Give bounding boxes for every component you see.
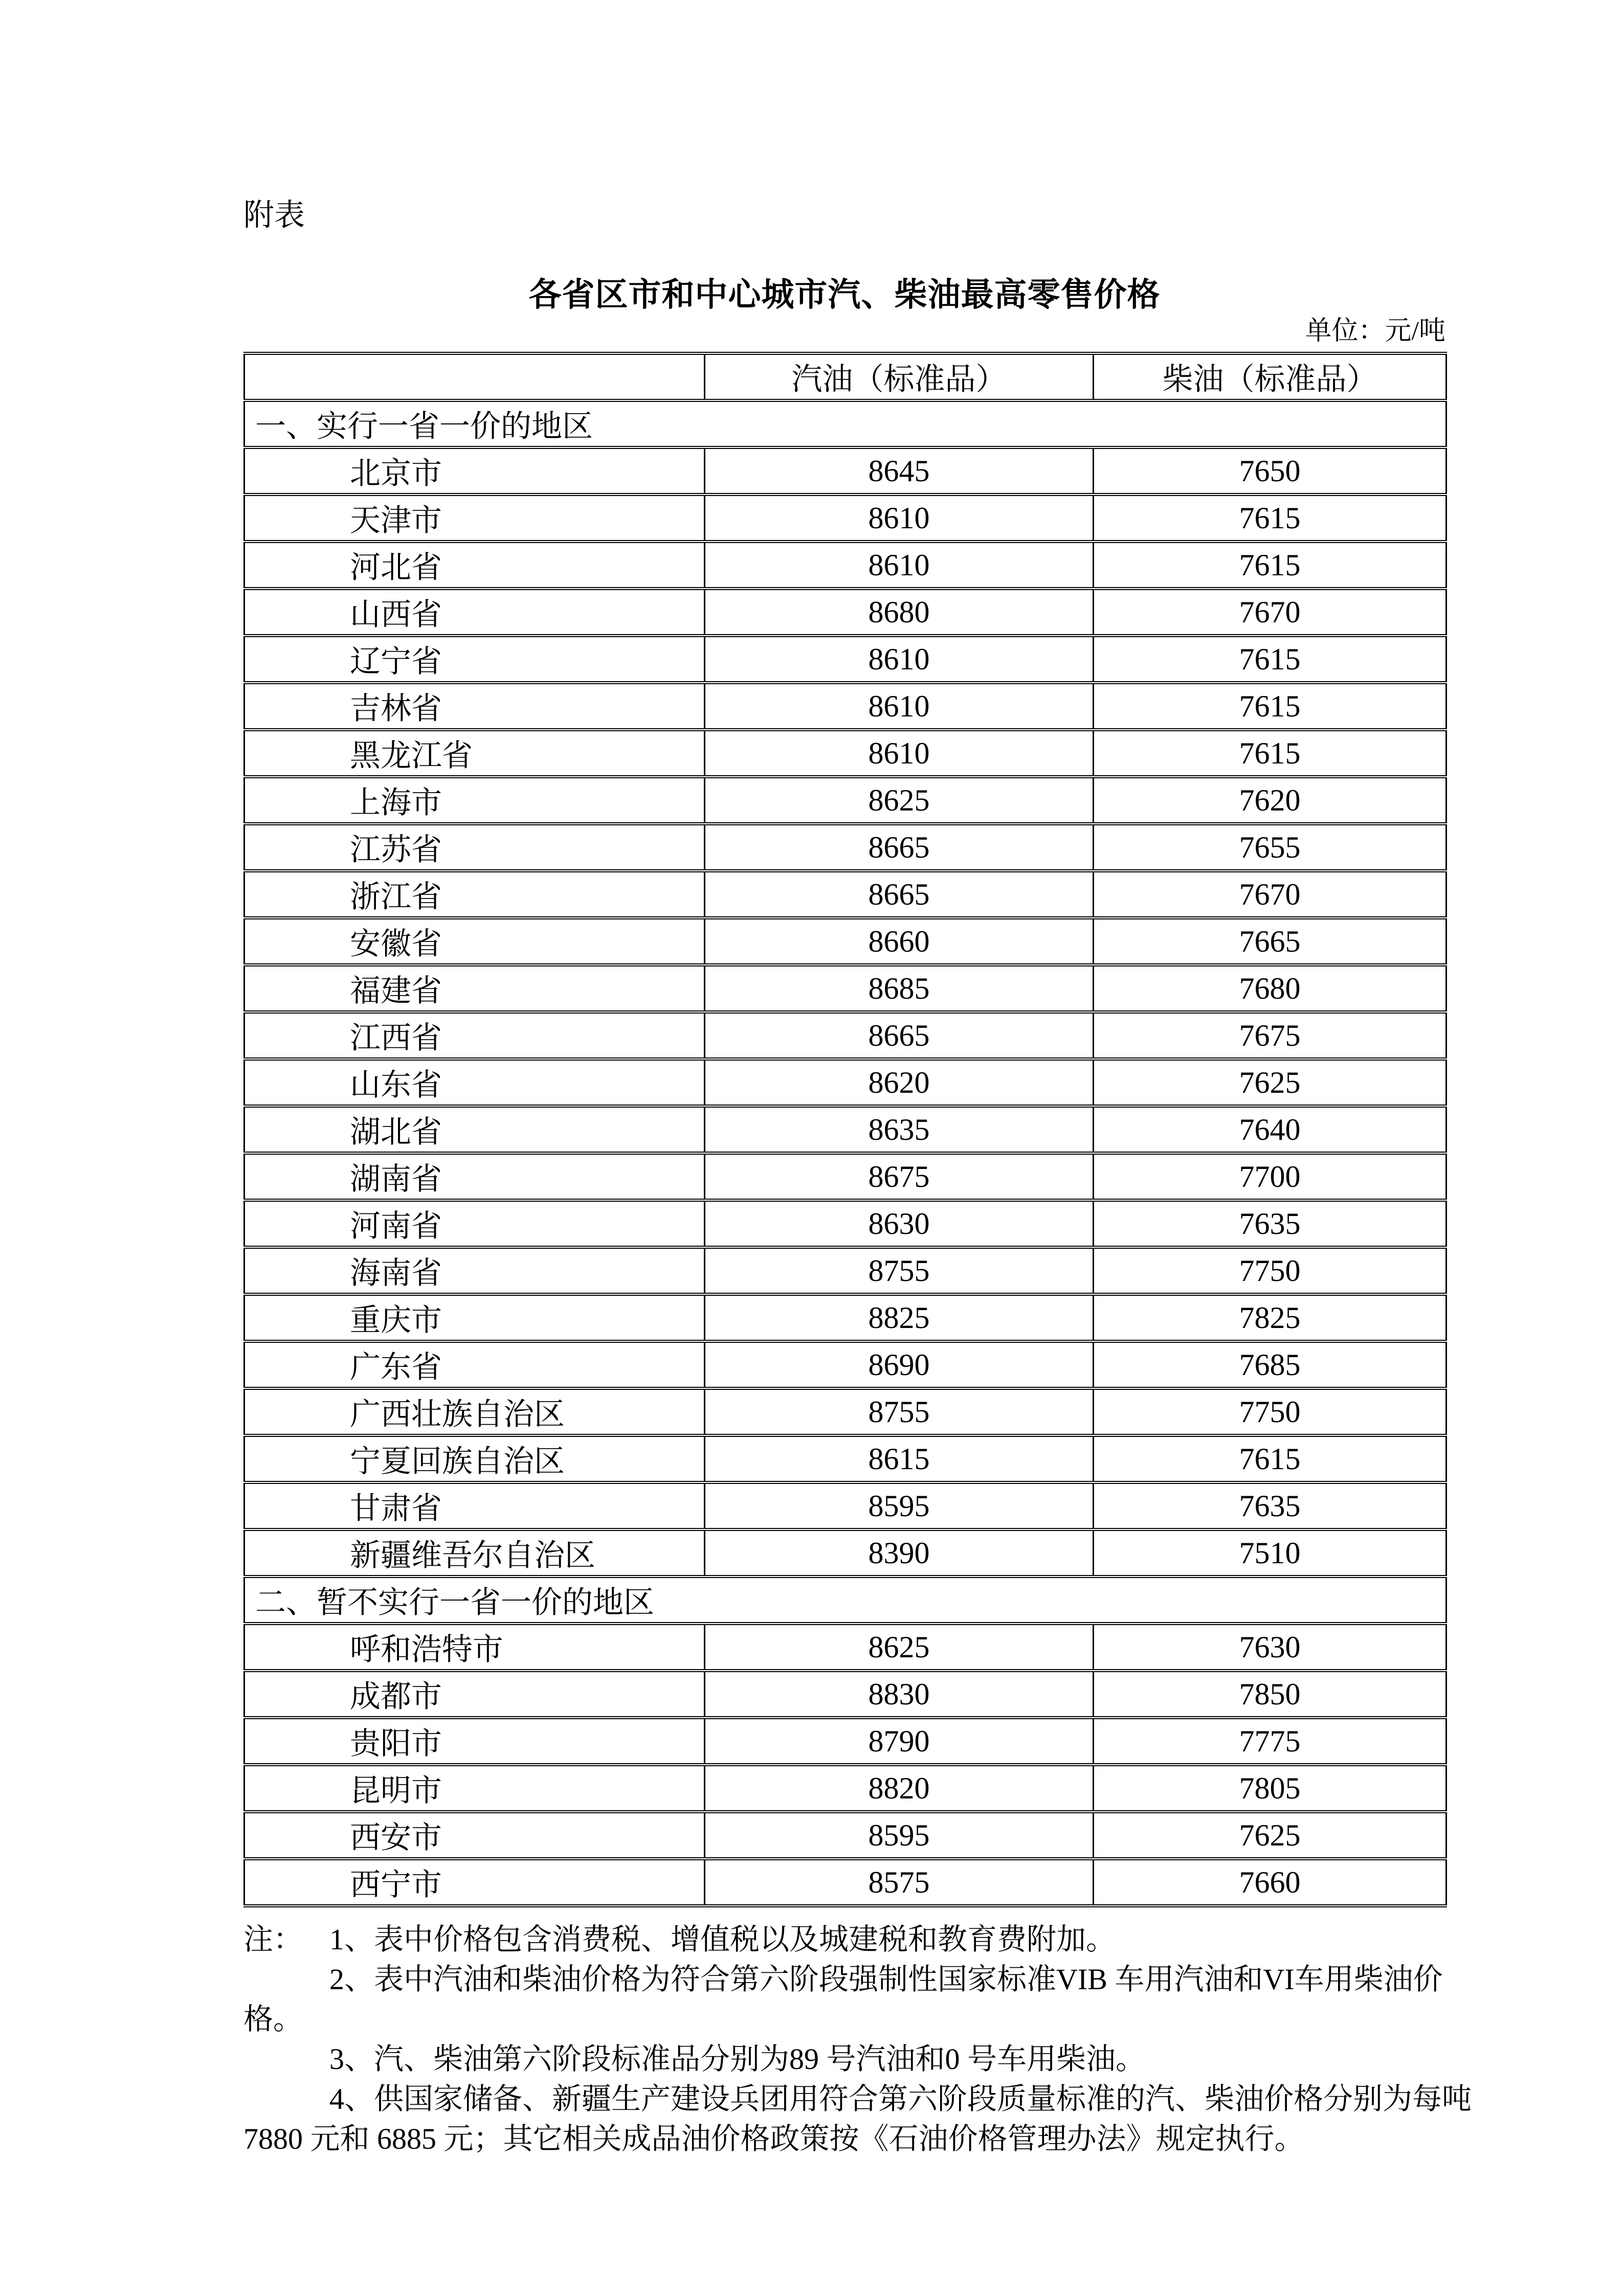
region-name: 北京市 [244, 447, 705, 494]
gasoline-price: 8625 [705, 777, 1094, 824]
diesel-price: 7615 [1094, 683, 1447, 730]
diesel-price: 7750 [1094, 1388, 1447, 1435]
table-header-row [244, 353, 1447, 400]
diesel-price: 7620 [1094, 777, 1447, 824]
table-row [244, 918, 1447, 965]
gasoline-price: 8690 [705, 1341, 1094, 1388]
gasoline-price: 8660 [705, 918, 1094, 965]
gasoline-price: 8825 [705, 1294, 1094, 1341]
gasoline-price: 8635 [705, 1106, 1094, 1153]
table-row [244, 1859, 1447, 1906]
diesel-price: 7850 [1094, 1671, 1447, 1718]
table-row [244, 777, 1447, 824]
region-name: 宁夏回族自治区 [244, 1435, 705, 1482]
region-name: 新疆维吾尔自治区 [244, 1529, 705, 1577]
diesel-price: 7635 [1094, 1482, 1447, 1529]
note-line: 2、表中汽油和柴油价格为符合第六阶段强制性国家标准VIB 车用汽油和VI车用柴油价 [329, 1963, 1443, 1996]
diesel-price: 7615 [1094, 730, 1447, 777]
table-row [244, 1812, 1447, 1859]
gasoline-price: 8680 [705, 589, 1094, 636]
note-line [243, 1920, 1445, 1960]
note-line: 4、供国家储备、新疆生产建设兵团用符合第六阶段质量标准的汽、柴油价格分别为每吨 [329, 2082, 1472, 2115]
table-row [244, 589, 1447, 636]
gasoline-price: 8645 [705, 447, 1094, 494]
region-name: 河北省 [244, 542, 705, 589]
gasoline-price: 8610 [705, 683, 1094, 730]
diesel-price: 7675 [1094, 1012, 1447, 1059]
page-title: 各省区市和中心城市汽、柴油最高零售价格 [528, 276, 1161, 313]
diesel-price: 7615 [1094, 494, 1447, 542]
gasoline-price: 8625 [705, 1624, 1094, 1671]
diesel-price: 7805 [1094, 1765, 1447, 1812]
table-row [244, 1341, 1447, 1388]
section-1-header-row [244, 400, 1447, 447]
gasoline-price: 8610 [705, 542, 1094, 589]
table-row [244, 1294, 1447, 1341]
diesel-price: 7750 [1094, 1247, 1447, 1294]
gasoline-price: 8610 [705, 494, 1094, 542]
diesel-price: 7655 [1094, 824, 1447, 871]
gasoline-price: 8595 [705, 1812, 1094, 1859]
price-table [243, 352, 1447, 1907]
table-row [244, 1247, 1447, 1294]
gasoline-price: 8575 [705, 1859, 1094, 1906]
region-name: 天津市 [244, 494, 705, 542]
note-line: 7880 元和 6885 元；其它相关成品油价格政策按《石油价格管理办法》规定执行。 [243, 2122, 1304, 2155]
table-row [244, 447, 1447, 494]
table-row [244, 1012, 1447, 1059]
gasoline-price: 8630 [705, 1200, 1094, 1247]
gasoline-price: 8610 [705, 730, 1094, 777]
gasoline-price: 8615 [705, 1435, 1094, 1482]
gasoline-price: 8665 [705, 871, 1094, 918]
gasoline-price: 8755 [705, 1388, 1094, 1435]
diesel-price: 7510 [1094, 1529, 1447, 1577]
diesel-price: 7635 [1094, 1200, 1447, 1247]
diesel-price: 7680 [1094, 965, 1447, 1012]
diesel-price: 7625 [1094, 1812, 1447, 1859]
diesel-column-header: 柴油（标准品） [1094, 353, 1447, 400]
diesel-price: 7615 [1094, 636, 1447, 683]
gasoline-price: 8595 [705, 1482, 1094, 1529]
table-row [244, 1765, 1447, 1812]
table-row [244, 542, 1447, 589]
diesel-price: 7625 [1094, 1059, 1447, 1106]
table-row [244, 1153, 1447, 1200]
gasoline-column-header: 汽油（标准品） [705, 353, 1094, 400]
notes-block [243, 1920, 1472, 2159]
note-line: 格。 [243, 2002, 303, 2036]
table-row [244, 683, 1447, 730]
region-name: 海南省 [244, 1247, 705, 1294]
table-row [244, 824, 1447, 871]
diesel-price: 7665 [1094, 918, 1447, 965]
region-name: 上海市 [244, 777, 705, 824]
table-row [244, 1200, 1447, 1247]
region-name: 江苏省 [244, 824, 705, 871]
region-name: 黑龙江省 [244, 730, 705, 777]
region-name: 山东省 [244, 1059, 705, 1106]
diesel-price: 7660 [1094, 1859, 1447, 1906]
table-row [244, 1529, 1447, 1577]
note-text: 1、表中价格包含消费税、增值税以及城建税和教育费附加。 [329, 1923, 1116, 1956]
table-row [244, 965, 1447, 1012]
diesel-price: 7700 [1094, 1153, 1447, 1200]
diesel-price: 7670 [1094, 871, 1447, 918]
gasoline-price: 8790 [705, 1718, 1094, 1765]
diesel-price: 7685 [1094, 1341, 1447, 1388]
gasoline-price: 8665 [705, 824, 1094, 871]
region-name: 成都市 [244, 1671, 705, 1718]
table-row [244, 1718, 1447, 1765]
region-name: 江西省 [244, 1012, 705, 1059]
section-2-header: 二、暂不实行一省一价的地区 [244, 1577, 1447, 1624]
diesel-price: 7640 [1094, 1106, 1447, 1153]
table-row [244, 494, 1447, 542]
region-name: 辽宁省 [244, 636, 705, 683]
table-row [244, 1671, 1447, 1718]
appendix-label: 附表 [243, 198, 305, 232]
gasoline-price: 8665 [705, 1012, 1094, 1059]
diesel-price: 7650 [1094, 447, 1447, 494]
region-name: 浙江省 [244, 871, 705, 918]
gasoline-price: 8820 [705, 1765, 1094, 1812]
region-name: 昆明市 [244, 1765, 705, 1812]
notes-label: 注： [243, 1923, 303, 1956]
region-name: 山西省 [244, 589, 705, 636]
region-name: 安徽省 [244, 918, 705, 965]
unit-label: 单位：元/吨 [1305, 317, 1445, 346]
note-line: 3、汽、柴油第六阶段标准品分别为89 号汽油和0 号车用柴油。 [329, 2042, 1146, 2076]
region-name: 贵阳市 [244, 1718, 705, 1765]
table-row [244, 636, 1447, 683]
table-row [244, 1388, 1447, 1435]
table-row [244, 1059, 1447, 1106]
diesel-price: 7670 [1094, 589, 1447, 636]
section-2-header-row [244, 1577, 1447, 1624]
table-row [244, 1624, 1447, 1671]
region-name: 西宁市 [244, 1859, 705, 1906]
region-name: 西安市 [244, 1812, 705, 1859]
region-name: 吉林省 [244, 683, 705, 730]
region-name: 湖北省 [244, 1106, 705, 1153]
gasoline-price: 8620 [705, 1059, 1094, 1106]
table-row [244, 871, 1447, 918]
diesel-price: 7825 [1094, 1294, 1447, 1341]
gasoline-price: 8390 [705, 1529, 1094, 1577]
section-1-header: 一、实行一省一价的地区 [244, 400, 1447, 447]
diesel-price: 7775 [1094, 1718, 1447, 1765]
table-row [244, 1106, 1447, 1153]
region-name: 甘肃省 [244, 1482, 705, 1529]
gasoline-price: 8685 [705, 965, 1094, 1012]
gasoline-price: 8675 [705, 1153, 1094, 1200]
region-name: 河南省 [244, 1200, 705, 1247]
gasoline-price: 8610 [705, 636, 1094, 683]
region-column-header [244, 353, 705, 400]
table-row [244, 730, 1447, 777]
diesel-price: 7615 [1094, 1435, 1447, 1482]
diesel-price: 7630 [1094, 1624, 1447, 1671]
gasoline-price: 8755 [705, 1247, 1094, 1294]
region-name: 福建省 [244, 965, 705, 1012]
diesel-price: 7615 [1094, 542, 1447, 589]
region-name: 广东省 [244, 1341, 705, 1388]
table-row [244, 1435, 1447, 1482]
table-row [244, 1482, 1447, 1529]
gasoline-price: 8830 [705, 1671, 1094, 1718]
region-name: 广西壮族自治区 [244, 1388, 705, 1435]
region-name: 重庆市 [244, 1294, 705, 1341]
region-name: 湖南省 [244, 1153, 705, 1200]
region-name: 呼和浩特市 [244, 1624, 705, 1671]
